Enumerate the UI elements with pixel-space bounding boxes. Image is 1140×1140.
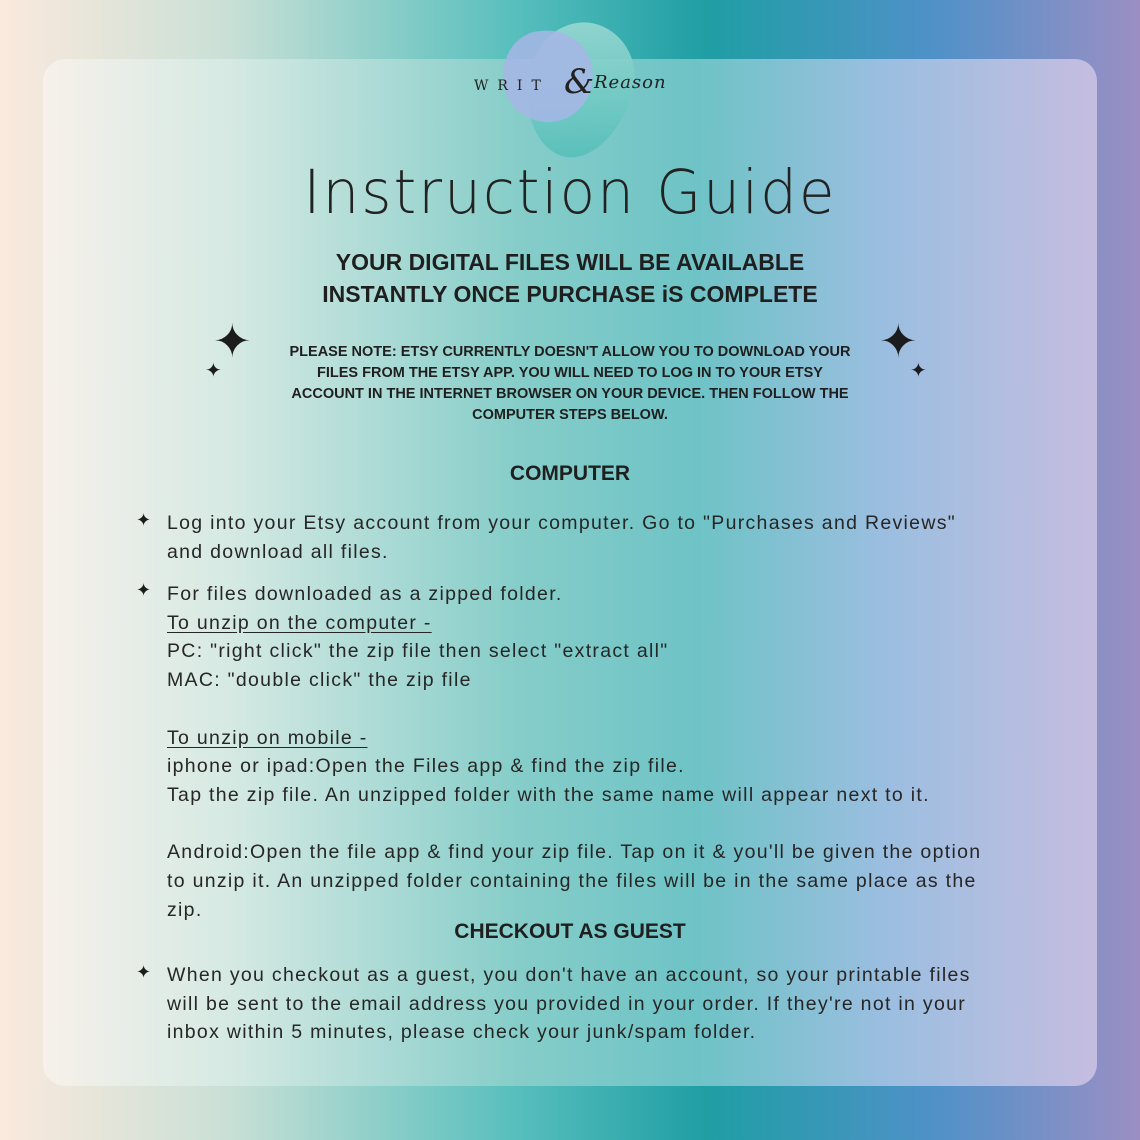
etsy-app-note	[250, 342, 890, 426]
sparkle-large-right-icon: ✦	[879, 314, 918, 368]
android-instruction: zip.	[167, 898, 203, 921]
pc-instruction: PC: "right click" the zip file then select "extract all"	[167, 640, 669, 663]
logo-wordmark	[474, 62, 674, 108]
logo-writ: WRIT	[474, 78, 550, 94]
mac-instruction: MAC: "double click" the zip file	[167, 669, 472, 692]
note-line: ACCOUNT IN THE INTERNET BROWSER ON YOUR DEVICE. THEN FOLLOW THE	[291, 386, 849, 402]
iphone-instruction: iphone or ipad:Open the Files app & find the zip file.	[167, 755, 685, 778]
iphone-instruction: Tap the zip file. An unzipped folder with the same name will appear next to it.	[167, 783, 930, 806]
headline-line: YOUR DIGITAL FILES WILL BE AVAILABLE	[335, 249, 805, 275]
computer-step-1	[167, 509, 956, 566]
step-line: Log into your Etsy account from your computer. Go to "Purchases and Reviews"	[167, 512, 956, 534]
unzip-computer-subheading: To unzip on the computer -	[167, 611, 432, 634]
guest-line: inbox within 5 minutes, please check your junk/spam folder.	[167, 1021, 757, 1044]
android-instruction: Android:Open the file app & find your zip file. Tap on it & you'll be given the option	[167, 841, 982, 864]
android-instruction: to unzip it. An unzipped folder containing the files will be in the same place as the	[167, 870, 977, 892]
bullet-sparkle-icon: ✦	[136, 962, 152, 983]
guest-line: will be sent to the email address you provided in your order. If they're not in your	[167, 992, 967, 1015]
bullet-sparkle-icon: ✦	[136, 580, 152, 601]
note-line: FILES FROM THE ETSY APP. YOU WILL NEED TO LOG IN TO YOUR ETSY	[317, 365, 823, 381]
computer-heading: COMPUTER	[509, 462, 631, 485]
step-line: For files downloaded as a zipped folder.	[167, 583, 563, 605]
guest-line: When you checkout as a guest, you don't have an account, so your printable files	[167, 964, 971, 986]
bullet-sparkle-icon: ✦	[136, 510, 152, 531]
logo-ampersand: &	[564, 62, 595, 102]
note-line: COMPUTER STEPS BELOW.	[472, 407, 668, 423]
page-title: Instruction Guide	[303, 156, 837, 228]
computer-step-2	[167, 580, 981, 924]
unzip-mobile-subheading: To unzip on mobile -	[167, 726, 368, 749]
logo-reason: Reason	[594, 72, 667, 93]
step-line: and download all files.	[167, 540, 389, 563]
sparkle-small-right-icon: ✦	[910, 358, 927, 382]
guest-step	[167, 961, 971, 1047]
guest-heading: CHECKOUT AS GUEST	[454, 920, 686, 943]
headline	[0, 246, 1140, 310]
sparkle-small-left-icon: ✦	[205, 358, 222, 382]
headline-line: INSTANTLY ONCE PURCHASE iS COMPLETE	[322, 281, 818, 307]
note-line: PLEASE NOTE: ETSY CURRENTLY DOESN'T ALLOW YOU TO DOWNLOAD YOUR	[289, 344, 851, 360]
sparkle-large-left-icon: ✦	[213, 314, 252, 368]
